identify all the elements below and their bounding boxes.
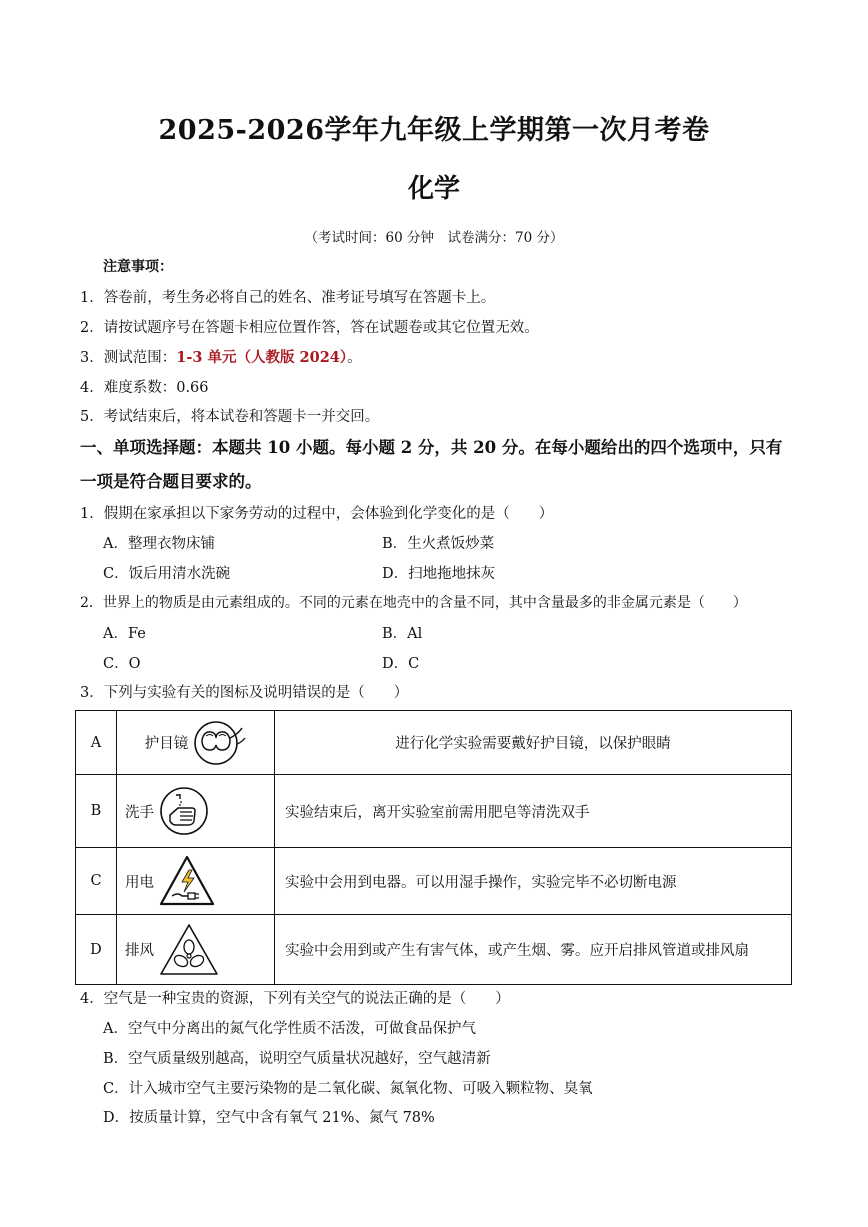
- question-2-option-c: C．O: [103, 656, 141, 672]
- electric-warning-icon: [158, 854, 216, 908]
- table-row: [76, 775, 792, 848]
- row-letter: B: [76, 775, 117, 848]
- icon-cell: [117, 775, 275, 848]
- notice-item: 1．答卷前，考生务必将自己的姓名、准考证号填写在答题卡上。: [80, 290, 496, 306]
- icon-cell: [117, 915, 275, 985]
- section-heading-line1: 一、单项选择题：本题共 10 小题。每小题 2 分，共 20 分。在每小题给出的四个选项中，只有: [80, 438, 783, 457]
- icon-name-label: 排风: [125, 943, 154, 959]
- section-heading-line2: 一项是符合题目要求的。: [80, 472, 262, 491]
- row-letter: D: [76, 915, 117, 985]
- table-row: [76, 915, 792, 985]
- subject-title: 化学: [407, 174, 460, 204]
- icon-cell: [117, 848, 275, 915]
- test-range: 1-3 单元（人教版 2024）: [176, 349, 348, 366]
- question-1-stem: 1．假期在家承担以下家务劳动的过程中，会体验到化学变化的是（ ）: [80, 506, 554, 522]
- icon-cell: [117, 711, 275, 775]
- question-4-stem: 4．空气是一种宝贵的资源，下列有关空气的说法正确的是（ ）: [80, 991, 510, 1007]
- notice-item: 4．难度系数：0.66: [80, 380, 209, 396]
- notice-item: 5．考试结束后，将本试卷和答题卡一并交回。: [80, 409, 380, 425]
- lab-icon-table: [75, 710, 792, 985]
- question-1-option-d: D．扫地拖地抹灰: [382, 566, 496, 582]
- icon-name-label: 洗手: [125, 804, 154, 821]
- question-3-stem: 3．下列与实验有关的图标及说明错误的是（ ）: [80, 685, 409, 701]
- question-1-option-c: C．饭后用清水洗碗: [103, 566, 231, 582]
- icon-name-label: 护目镜: [144, 736, 189, 752]
- table-row: [76, 848, 792, 915]
- question-2-stem: 2．世界上的物质是由元素组成的。不同的元素在地壳中的含量不同，其中含量最多的非金属元素是（ ）: [80, 595, 747, 611]
- notice-item-label: 3．测试范围：: [80, 350, 177, 366]
- row-description: 实验中会用到或产生有害气体，或产生烟、雾。应开启排风管道或排风扇: [275, 915, 792, 985]
- row-description: 实验结束后，离开实验室前需用肥皂等清洗双手: [275, 775, 792, 848]
- row-letter: C: [76, 848, 117, 915]
- row-letter: A: [76, 711, 117, 775]
- question-4-option-c: C．计入城市空气主要污染物的是二氧化碳、氮氧化物、可吸入颗粒物、臭氧: [103, 1081, 593, 1097]
- row-description: 进行化学实验需要戴好护目镜，以保护眼睛: [275, 711, 792, 775]
- row-description: 实验中会用到电器。可以用湿手操作，实验完毕不必切断电源: [275, 848, 792, 915]
- hand-wash-icon: [158, 785, 210, 837]
- question-4-option-b: B．空气质量级别越高，说明空气质量状况越好，空气越清新: [103, 1051, 491, 1067]
- exam-info: （考试时间：60 分钟 试卷满分：70 分）: [304, 230, 564, 246]
- page-title: 2025-2026学年九年级上学期第一次月考卷: [158, 115, 710, 146]
- question-2-option-d: D．C: [382, 656, 420, 672]
- notice-item: 2．请按试题序号在答题卡相应位置作答，答在试题卷或其它位置无效。: [80, 320, 539, 336]
- question-4-option-a: A．空气中分离出的氮气化学性质不活泼，可做食品保护气: [103, 1021, 476, 1037]
- question-4-option-d: D．按质量计算，空气中含有氧气 21%、氮气 78%: [103, 1110, 435, 1126]
- table-row: [76, 711, 792, 775]
- question-1-option-a: A．整理衣物床铺: [103, 536, 215, 552]
- question-1-option-b: B．生火煮饭炒菜: [382, 536, 495, 552]
- question-2-option-a: A．Fe: [103, 626, 146, 642]
- notice-heading: 注意事项：: [103, 259, 173, 275]
- fan-icon: [158, 922, 220, 978]
- question-2-option-b: B．Al: [382, 626, 423, 642]
- notice-item-end: 。: [347, 350, 362, 366]
- icon-name-label: 用电: [125, 874, 154, 891]
- notice-item: [80, 346, 362, 367]
- goggles-icon: [192, 718, 246, 768]
